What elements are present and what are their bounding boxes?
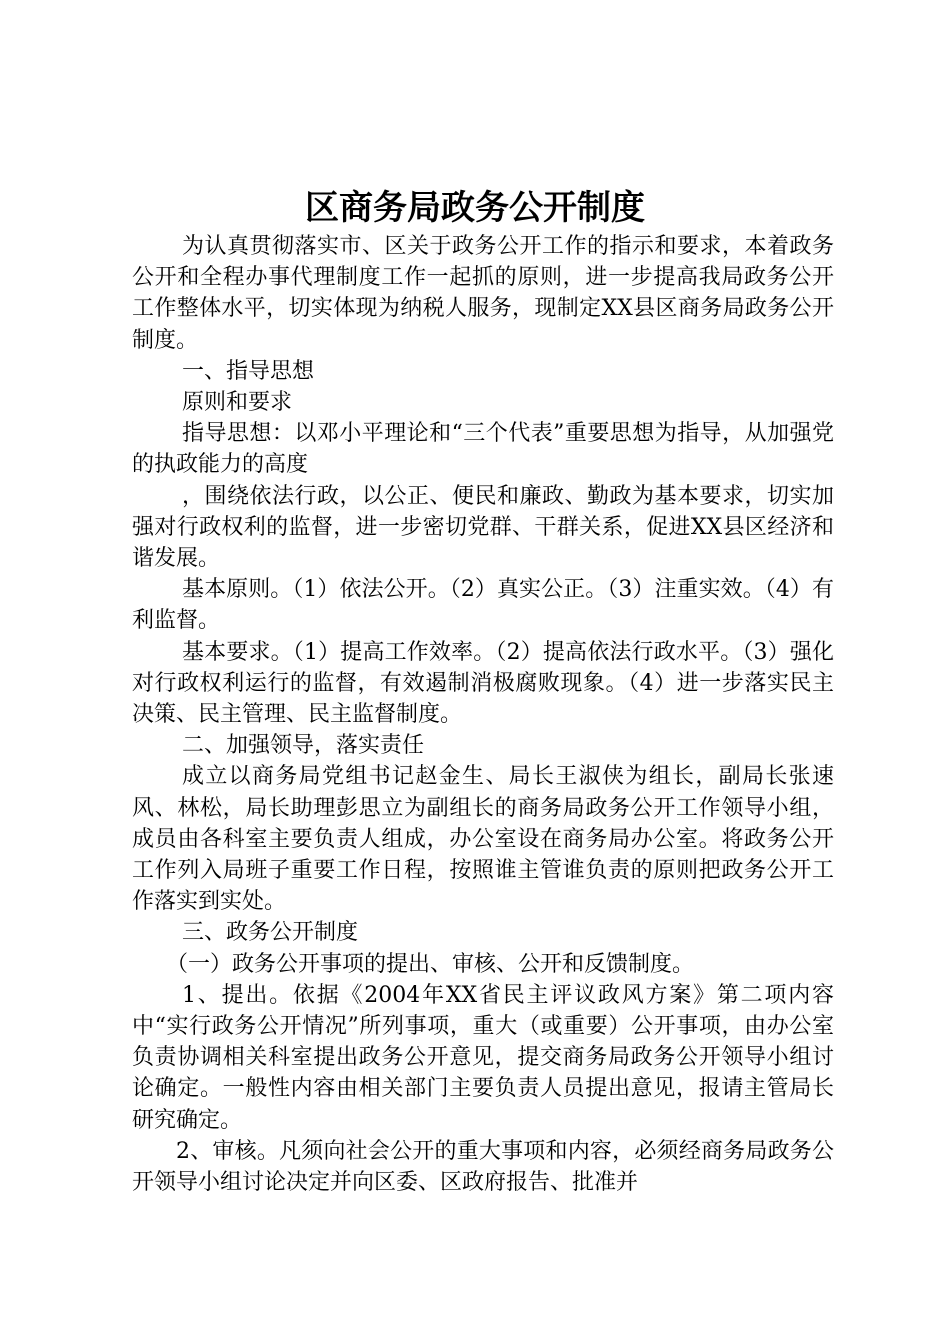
section-heading-2: 二、加强领导，落实责任 (182, 733, 425, 759)
document-title: 区商务局政务公开制度 (305, 188, 645, 228)
paragraph: ，围绕依法行政，以公正、便民和廉政、勤政为基本要求，切实加强对行政权利的监督，进一步密切党群、干群关系，促进XX县区经济和谐发展。 (132, 483, 834, 572)
section-heading-1: 一、指导思想 (182, 358, 315, 384)
paragraph: 原则和要求 (182, 390, 293, 416)
paragraph-intro: 为认真贯彻落实市、区关于政务公开工作的指示和要求，本着政务公开和全程办事代理制度工作一起抓的原则，进一步提高我局政务公开工作整体水平，切实体现为纳税人服务，现制定XX县区商务局政务公开制度。 (132, 234, 834, 353)
document-body (132, 231, 834, 1198)
paragraph: 1、提出。依据《2004年XX省民主评议政风方案》第二项内容中“实行政务公开情况”所列事项，重大（或重要）公开事项，由办公室负责协调相关科室提出政务公开意见，提交商务局政务公开领导小组讨论确定。一般性内容由相关部门主要负责人员提出意见，报请主管局长研究确定。 (132, 982, 834, 1133)
paragraph: 成立以商务局党组书记赵金生、局长王淑侠为组长，副局长张速风、林松，局长助理彭思立为副组长的商务局政务公开工作领导小组，成员由各科室主要负责人组成，办公室设在商务局办公室。将政务公开工作列入局班子重要工作日程，按照谁主管谁负责的原则把政务公开工作落实到实处。 (132, 764, 834, 915)
paragraph: 基本要求。（1）提高工作效率。（2）提高依法行政水平。（3）强化对行政权利运行的监督，有效遏制消极腐败现象。（4）进一步落实民主决策、民主管理、民主监督制度。 (132, 639, 834, 728)
paragraph: 2、审核。凡须向社会公开的重大事项和内容，必须经商务局政务公开领导小组讨论决定并向区委、区政府报告、批准并 (132, 1138, 834, 1196)
paragraph: 基本原则。（1）依法公开。（2）真实公正。（3）注重实效。（4）有利监督。 (132, 577, 834, 634)
paragraph: 指导思想：以邓小平理论和“三个代表”重要思想为指导，从加强党的执政能力的高度 (132, 421, 834, 478)
subsection-heading: （一）政务公开事项的提出、审核、公开和反馈制度。 (166, 951, 695, 977)
section-heading-3: 三、政务公开制度 (182, 920, 359, 946)
